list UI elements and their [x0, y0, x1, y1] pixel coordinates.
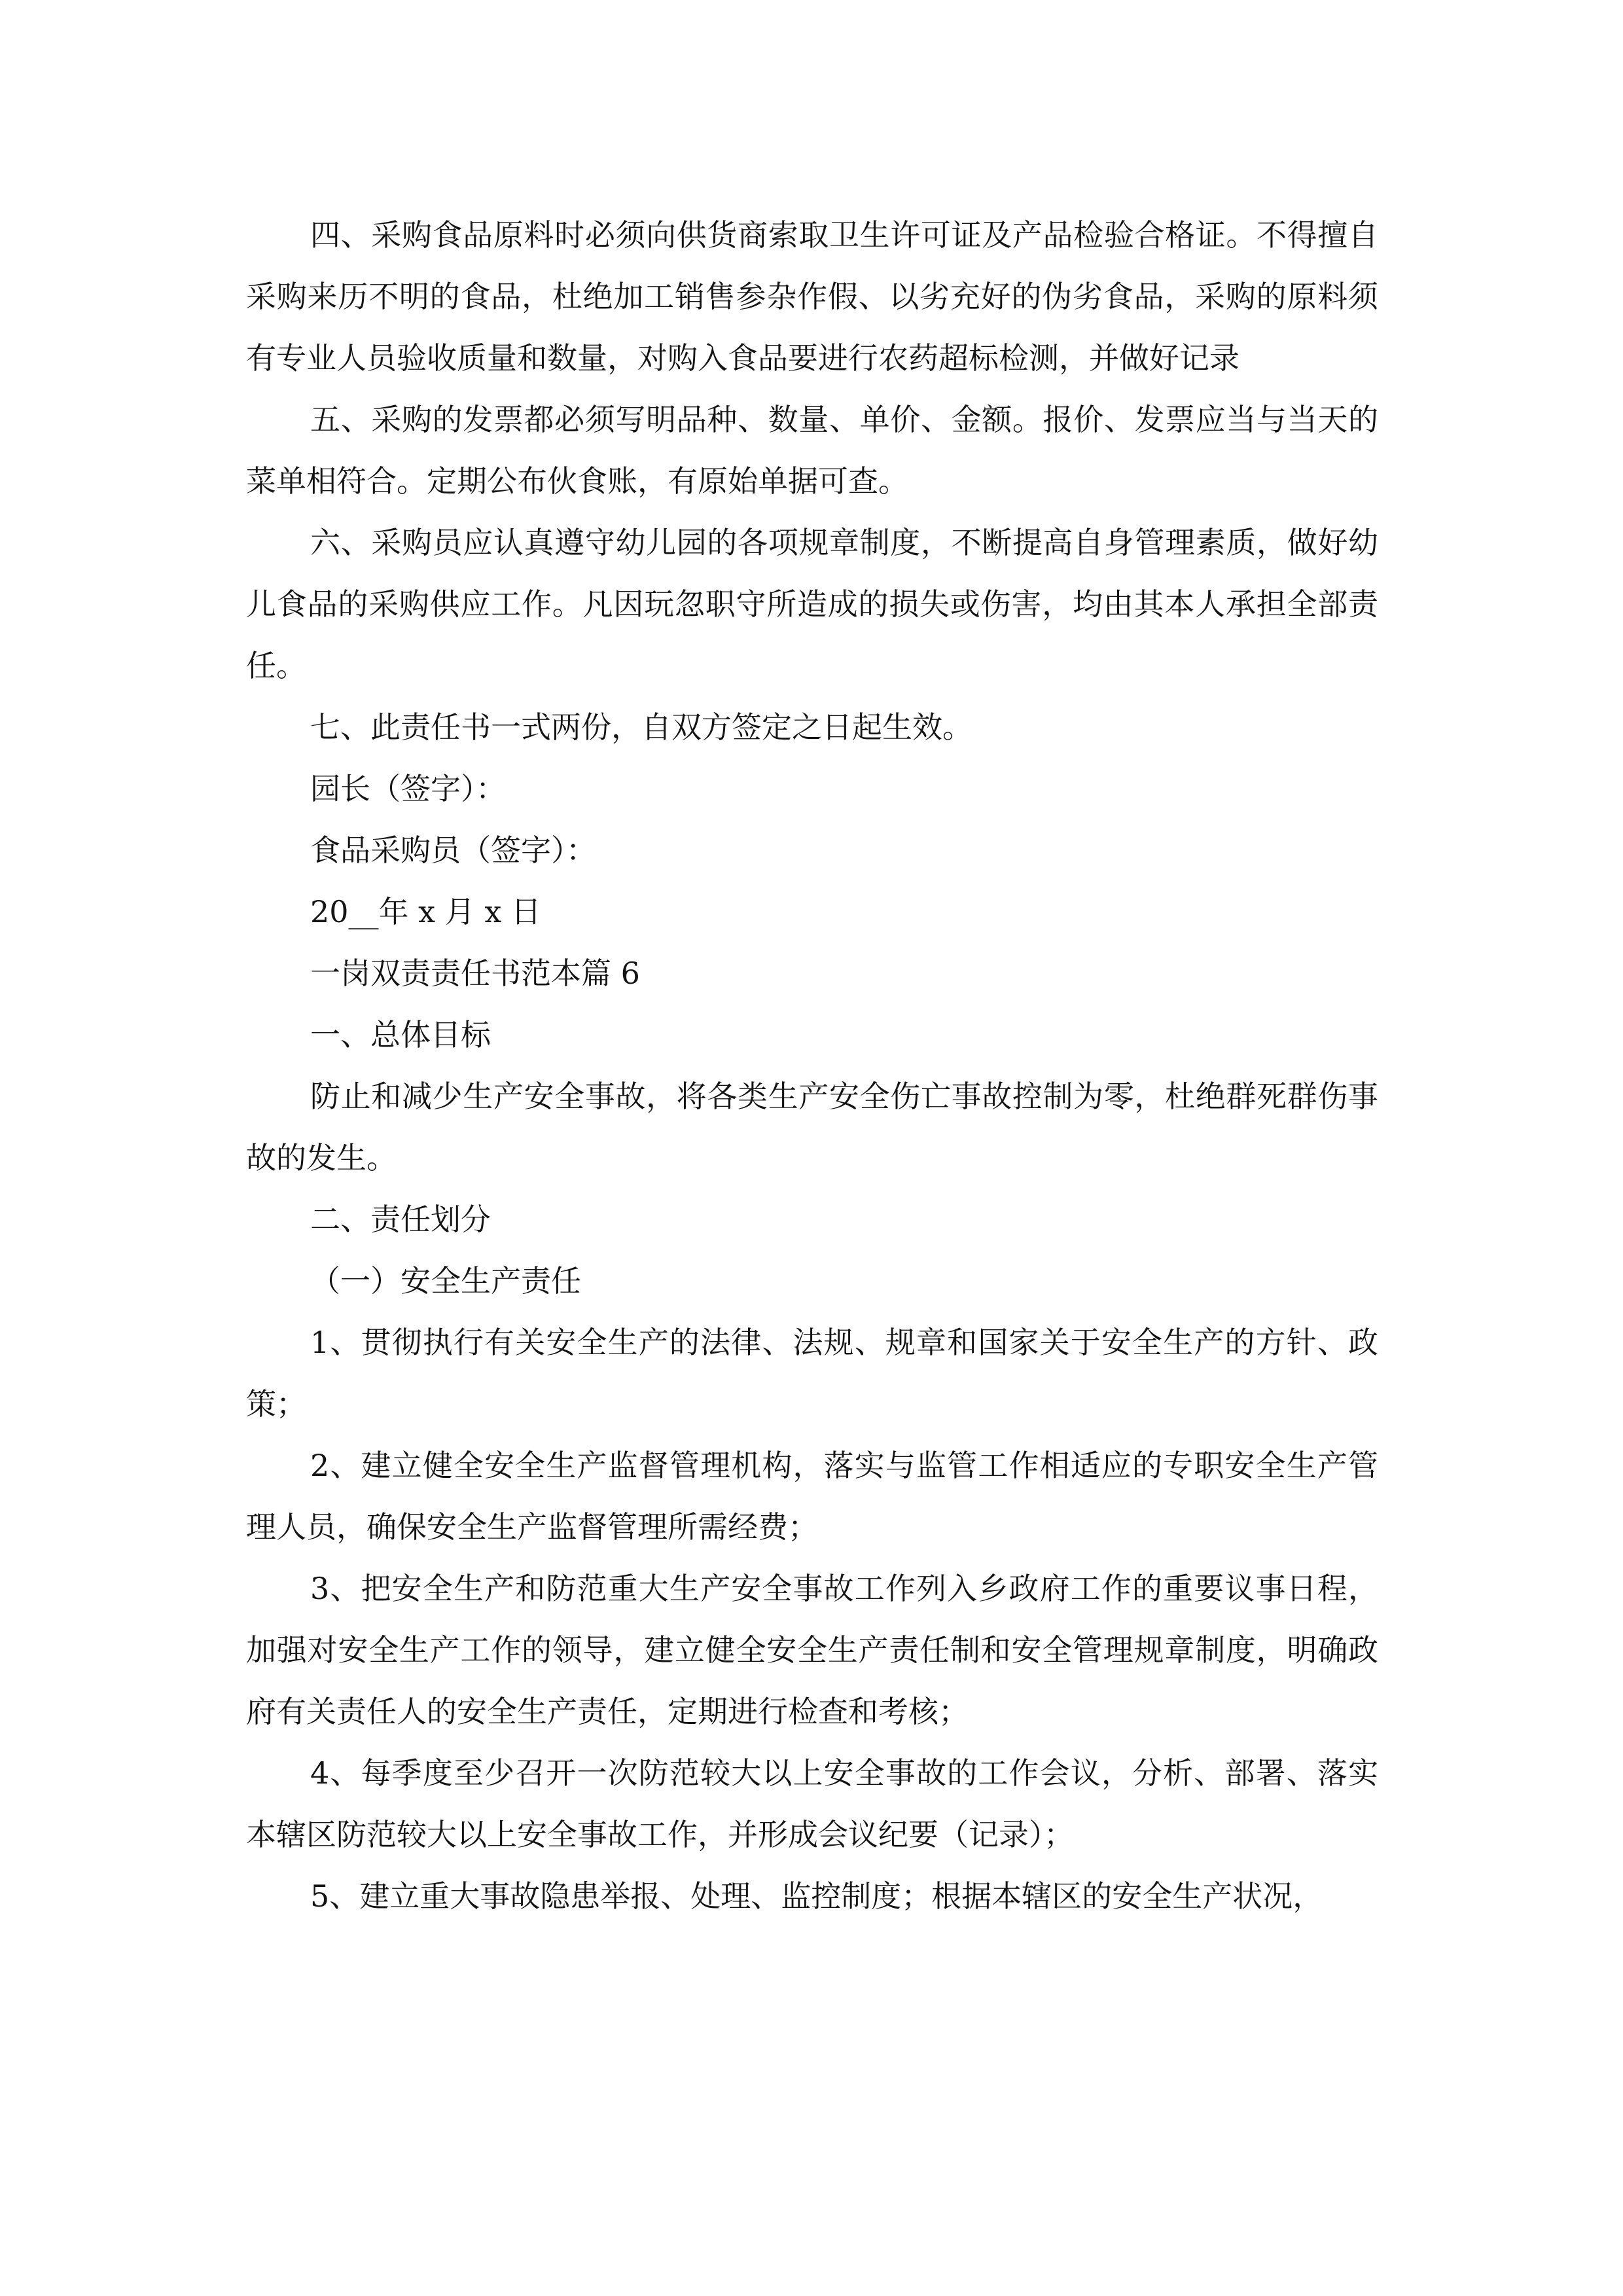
list-item-5: 5、建立重大事故隐患举报、处理、监控制度；根据本辖区的安全生产状况，	[310, 1878, 1323, 1914]
paragraph-invoices: 五、采购的发票都必须写明品种、数量、单价、金额。报价、发票应当与当天的菜单相符合。定期公布伙食账，有原始单据可查。	[246, 402, 1378, 499]
subheading-safety-responsibility: （一）安全生产责任	[310, 1263, 581, 1299]
list-item-2: 2、建立健全安全生产监督管理机构，落实与监管工作相适应的专职安全生产管理人员，确保安全生产监督管理所需经费；	[246, 1448, 1378, 1545]
list-item-1: 1、贯彻执行有关安全生产的法律、法规、规章和国家关于安全生产的方针、政策；	[246, 1325, 1378, 1422]
paragraph-buyer-duties: 六、采购员应认真遵守幼儿园的各项规章制度，不断提高自身管理素质，做好幼儿食品的采购供应工作。凡因玩忽职守所造成的损失或伤害，均由其本人承担全部责任。	[246, 525, 1378, 683]
signature-buyer: 食品采购员（签字）：	[310, 833, 596, 868]
heading-overall-goal: 一、总体目标	[310, 1017, 491, 1052]
signature-date: 20__年 x 月 x 日	[310, 894, 541, 929]
document-body	[246, 204, 1378, 1927]
paragraph-effective-date: 七、此责任书一式两份，自双方签定之日起生效。	[310, 709, 972, 745]
paragraph-procurement-certificates: 四、采购食品原料时必须向供货商索取卫生许可证及产品检验合格证。不得擅自采购来历不明的食品，杜绝加工销售参杂作假、以劣充好的伪劣食品，采购的原料须有专业人员验收质量和数量，对购入食品要进行农药超标检测，并做好记录	[246, 217, 1378, 376]
list-item-4: 4、每季度至少召开一次防范较大以上安全事故的工作会议，分析、部署、落实本辖区防范较大以上安全事故工作，并形成会议纪要（记录）；	[246, 1755, 1378, 1852]
list-item-3: 3、把安全生产和防范重大生产安全事故工作列入乡政府工作的重要议事日程，加强对安全生产工作的领导，建立健全安全生产责任制和安全管理规章制度，明确政府有关责任人的安全生产责任，定期进行检查和考核；	[246, 1571, 1378, 1729]
signature-principal: 园长（签字）：	[310, 771, 506, 806]
paragraph-overall-goal: 防止和减少生产安全事故，将各类生产安全伤亡事故控制为零，杜绝群死群伤事故的发生。	[246, 1079, 1378, 1175]
section-title: 一岗双责责任书范本篇 6	[310, 956, 640, 991]
heading-responsibility-division: 二、责任划分	[310, 1202, 491, 1237]
